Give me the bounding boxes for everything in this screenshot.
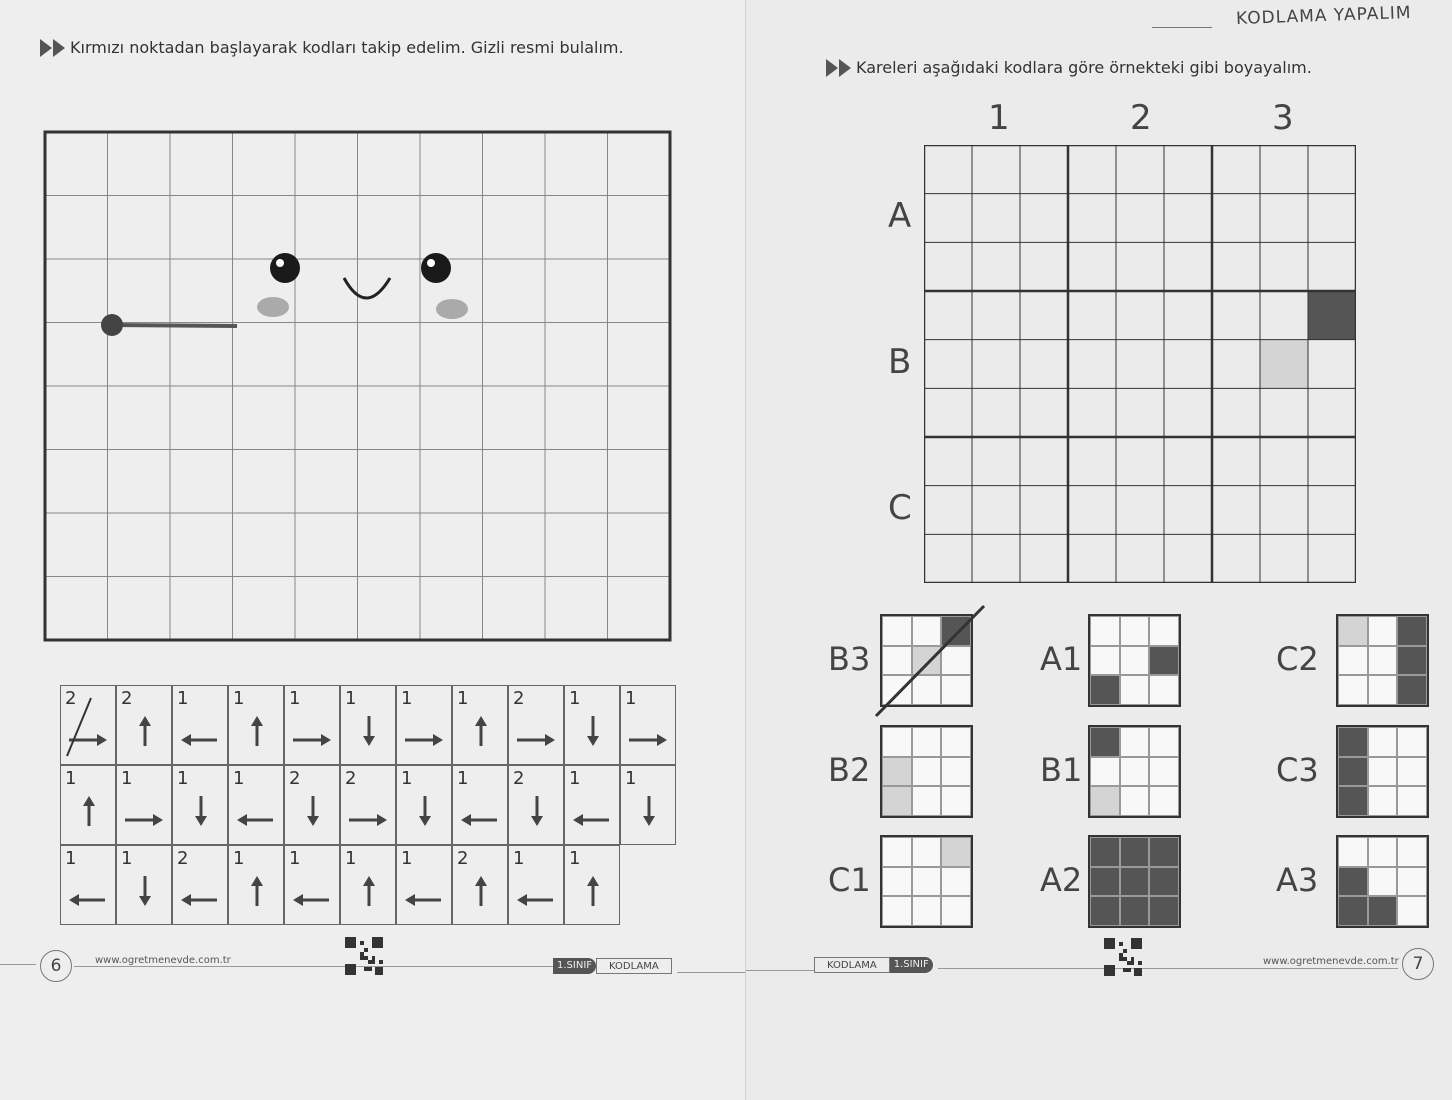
pattern-cell — [1368, 727, 1398, 757]
pattern-grid-c2 — [1336, 614, 1429, 707]
pattern-cell — [1149, 896, 1179, 926]
arrow-right-icon — [125, 808, 163, 832]
pattern-cell — [941, 786, 971, 816]
pattern-cell — [1120, 837, 1150, 867]
right-page — [746, 0, 1452, 1100]
arrow-down-icon — [301, 796, 325, 826]
step-count: 2 — [177, 848, 189, 869]
pattern-cell — [1397, 727, 1427, 757]
pattern-cell — [912, 757, 942, 787]
arrow-right-icon — [405, 728, 443, 752]
column-label-3: 3 — [1272, 98, 1294, 138]
pattern-grid-c1 — [880, 835, 973, 928]
code-cell — [396, 685, 452, 765]
pattern-cell — [1368, 896, 1398, 926]
qr-code-icon — [1104, 938, 1142, 976]
pattern-cell — [1338, 757, 1368, 787]
pattern-cell — [1120, 757, 1150, 787]
pattern-cell — [1368, 757, 1398, 787]
pattern-label-b3: B3 — [828, 640, 871, 678]
left-cheek-icon — [257, 297, 289, 317]
right-instruction: Kareleri aşağıdaki kodlara göre örnekteki gibi boyayalım. — [826, 58, 1312, 77]
code-cell — [172, 765, 228, 845]
pattern-cell — [1368, 786, 1398, 816]
code-cell — [60, 845, 116, 925]
pattern-cell — [941, 896, 971, 926]
code-cell — [508, 765, 564, 845]
arrow-up-icon — [469, 876, 493, 906]
arrow-left-icon — [69, 888, 107, 912]
pattern-cell — [1149, 786, 1179, 816]
pattern-cell — [941, 727, 971, 757]
right-cheek-icon — [436, 299, 468, 319]
pattern-cell — [1368, 646, 1398, 676]
arrow-up-icon — [77, 796, 101, 826]
pattern-cell — [1090, 675, 1120, 705]
pattern-cell — [1090, 896, 1120, 926]
pattern-cell — [1368, 837, 1398, 867]
code-cell — [452, 765, 508, 845]
website-url: www.ogretmenevde.com.tr — [92, 955, 234, 966]
pattern-cell — [1090, 837, 1120, 867]
code-cell — [508, 845, 564, 925]
code-cell — [116, 765, 172, 845]
step-count: 1 — [121, 768, 133, 789]
filled-square[interactable] — [1260, 340, 1308, 389]
code-cell — [284, 845, 340, 925]
arrow-left-icon — [181, 888, 219, 912]
arrow-left-icon — [461, 808, 499, 832]
step-count: 1 — [177, 688, 189, 709]
step-count: 1 — [569, 848, 581, 869]
arrow-down-icon — [133, 876, 157, 906]
arrow-up-icon — [245, 876, 269, 906]
pattern-grid-b1 — [1088, 725, 1181, 818]
code-cell — [116, 845, 172, 925]
pattern-cell — [912, 896, 942, 926]
pattern-cell — [1368, 867, 1398, 897]
arrow-up-icon — [469, 716, 493, 746]
pattern-cell — [1120, 867, 1150, 897]
pattern-cell — [1338, 675, 1368, 705]
pattern-cell — [1090, 867, 1120, 897]
column-label-1: 1 — [988, 98, 1010, 138]
row-label-b: B — [888, 342, 912, 382]
pattern-grid-a2 — [1088, 835, 1181, 928]
coloring-grid[interactable] — [924, 145, 1356, 583]
step-count: 2 — [513, 688, 525, 709]
pattern-cell — [1397, 675, 1427, 705]
arrow-left-icon — [573, 808, 611, 832]
arrow-down-icon — [637, 796, 661, 826]
code-cell — [60, 685, 116, 765]
code-cell — [172, 685, 228, 765]
subject-tag: 1.SINIF KODLAMA — [553, 958, 672, 974]
pattern-cell — [1338, 616, 1368, 646]
pattern-cell — [1397, 757, 1427, 787]
code-cell — [452, 845, 508, 925]
step-count: 1 — [569, 688, 581, 709]
filled-square[interactable] — [1308, 291, 1356, 340]
arrow-down-icon — [525, 796, 549, 826]
pattern-cell — [1149, 727, 1179, 757]
pattern-cell — [941, 837, 971, 867]
left-eye-icon — [270, 253, 300, 283]
arrow-down-icon — [413, 796, 437, 826]
code-cell — [340, 685, 396, 765]
page-number: 7 — [1402, 948, 1434, 980]
pattern-cell — [1149, 837, 1179, 867]
step-count: 2 — [457, 848, 469, 869]
step-count: 1 — [401, 768, 413, 789]
pattern-cell — [1120, 896, 1150, 926]
step-count: 1 — [289, 688, 301, 709]
pattern-cell — [1397, 786, 1427, 816]
start-point-dot[interactable] — [101, 314, 123, 336]
pattern-cell — [1090, 757, 1120, 787]
pattern-cell — [1149, 867, 1179, 897]
pattern-cell — [1397, 867, 1427, 897]
arrow-down-icon — [357, 716, 381, 746]
step-count: 2 — [65, 688, 77, 709]
arrow-up-icon — [581, 876, 605, 906]
arrow-right-icon — [517, 728, 555, 752]
pattern-cell — [1149, 616, 1179, 646]
step-count: 1 — [65, 848, 77, 869]
pattern-cell — [1338, 837, 1368, 867]
start-path-line — [112, 325, 237, 326]
arrow-down-icon — [581, 716, 605, 746]
arrow-up-icon — [133, 716, 157, 746]
step-count: 1 — [345, 848, 357, 869]
pattern-grid-b3 — [880, 614, 973, 707]
pattern-cell — [941, 757, 971, 787]
step-count: 2 — [121, 688, 133, 709]
pattern-label-c2: C2 — [1276, 640, 1319, 678]
pattern-cell — [1397, 646, 1427, 676]
step-count: 1 — [233, 848, 245, 869]
pattern-cell — [1120, 727, 1150, 757]
pattern-cell — [1338, 727, 1368, 757]
arrow-left-icon — [293, 888, 331, 912]
step-count: 1 — [233, 688, 245, 709]
pattern-cell — [1397, 837, 1427, 867]
arrow-left-icon — [181, 728, 219, 752]
pattern-cell — [1397, 616, 1427, 646]
code-cell — [508, 685, 564, 765]
step-count: 1 — [345, 688, 357, 709]
code-cell — [620, 765, 676, 845]
pattern-cell — [912, 867, 942, 897]
double-arrow-icon — [826, 59, 852, 77]
column-label-2: 2 — [1130, 98, 1152, 138]
step-count: 1 — [177, 768, 189, 789]
code-cell — [564, 845, 620, 925]
step-count: 1 — [625, 688, 637, 709]
pattern-grid-b2 — [880, 725, 973, 818]
drawing-grid[interactable] — [0, 0, 746, 660]
pattern-cell — [1338, 786, 1368, 816]
step-count: 1 — [457, 768, 469, 789]
right-eye-icon — [421, 253, 451, 283]
step-count: 2 — [345, 768, 357, 789]
drawing-grid-svg — [0, 0, 746, 660]
left-instruction: Kırmızı noktadan başlayarak kodları takip edelim. Gizli resmi bulalım. — [40, 38, 624, 57]
code-cell — [284, 685, 340, 765]
arrow-right-icon — [629, 728, 667, 752]
code-cell — [228, 765, 284, 845]
qr-code-icon — [345, 937, 383, 975]
step-count: 1 — [65, 768, 77, 789]
pattern-cell — [912, 837, 942, 867]
coloring-grid-svg — [924, 145, 1356, 583]
arrow-right-icon — [293, 728, 331, 752]
pattern-cell — [1090, 786, 1120, 816]
code-cell — [396, 765, 452, 845]
step-count: 1 — [233, 768, 245, 789]
step-count: 1 — [457, 688, 469, 709]
code-cell — [340, 845, 396, 925]
pattern-cell — [882, 837, 912, 867]
code-cell — [564, 685, 620, 765]
step-count: 2 — [289, 768, 301, 789]
step-count: 1 — [569, 768, 581, 789]
arrow-left-icon — [237, 808, 275, 832]
pattern-cell — [912, 727, 942, 757]
arrow-right-icon — [349, 808, 387, 832]
pattern-cell — [1368, 616, 1398, 646]
pattern-cell — [1149, 646, 1179, 676]
pattern-cell — [1338, 896, 1368, 926]
pattern-label-c1: C1 — [828, 861, 871, 899]
subject-tag: KODLAMA 1.SINIF — [814, 957, 933, 973]
pattern-label-c3: C3 — [1276, 751, 1319, 789]
pattern-cell — [1090, 727, 1120, 757]
step-count: 2 — [513, 768, 525, 789]
pattern-grid-c3 — [1336, 725, 1429, 818]
arrow-up-icon — [245, 716, 269, 746]
pattern-cell — [1090, 616, 1120, 646]
page-number: 6 — [40, 950, 72, 982]
code-cell — [564, 765, 620, 845]
pattern-label-a3: A3 — [1276, 861, 1319, 899]
pattern-cell — [1120, 786, 1150, 816]
pattern-cell — [1120, 646, 1150, 676]
code-cell — [116, 685, 172, 765]
pattern-label-b1: B1 — [1040, 751, 1083, 789]
pattern-cell — [1368, 675, 1398, 705]
code-cell — [452, 685, 508, 765]
pattern-cell — [1149, 675, 1179, 705]
code-cell — [620, 685, 676, 765]
pattern-cell — [941, 867, 971, 897]
strike-mark — [874, 604, 994, 724]
pattern-label-a1: A1 — [1040, 640, 1083, 678]
code-cell — [340, 765, 396, 845]
step-count: 1 — [289, 848, 301, 869]
pattern-cell — [882, 727, 912, 757]
strike-mark — [61, 686, 117, 766]
pattern-label-a2: A2 — [1040, 861, 1083, 899]
code-cell — [284, 765, 340, 845]
code-cell — [60, 765, 116, 845]
pattern-cell — [1120, 675, 1150, 705]
code-cell — [228, 685, 284, 765]
code-cell — [172, 845, 228, 925]
code-cell — [396, 845, 452, 925]
website-url: www.ogretmenevde.com.tr — [1260, 956, 1402, 967]
pattern-cell — [1338, 867, 1368, 897]
smile-icon — [344, 278, 390, 298]
arrow-down-icon — [189, 796, 213, 826]
pattern-cell — [1090, 646, 1120, 676]
pattern-cell — [1338, 646, 1368, 676]
arrow-left-icon — [517, 888, 555, 912]
pattern-label-b2: B2 — [828, 751, 871, 789]
code-cell — [228, 845, 284, 925]
step-count: 1 — [121, 848, 133, 869]
arrow-up-icon — [357, 876, 381, 906]
row-label-c: C — [888, 488, 912, 528]
arrow-left-icon — [405, 888, 443, 912]
pattern-cell — [912, 786, 942, 816]
pattern-grid-a1 — [1088, 614, 1181, 707]
step-count: 1 — [625, 768, 637, 789]
pattern-cell — [1120, 616, 1150, 646]
pattern-cell — [882, 786, 912, 816]
row-label-a: A — [888, 196, 912, 236]
pattern-cell — [1149, 757, 1179, 787]
pattern-cell — [882, 896, 912, 926]
pattern-cell — [1397, 896, 1427, 926]
step-count: 1 — [401, 848, 413, 869]
step-count: 1 — [401, 688, 413, 709]
pattern-cell — [882, 867, 912, 897]
pattern-grid-a3 — [1336, 835, 1429, 928]
section-header: KODLAMA YAPALIM — [1236, 2, 1413, 30]
pattern-cell — [882, 757, 912, 787]
step-count: 1 — [513, 848, 525, 869]
